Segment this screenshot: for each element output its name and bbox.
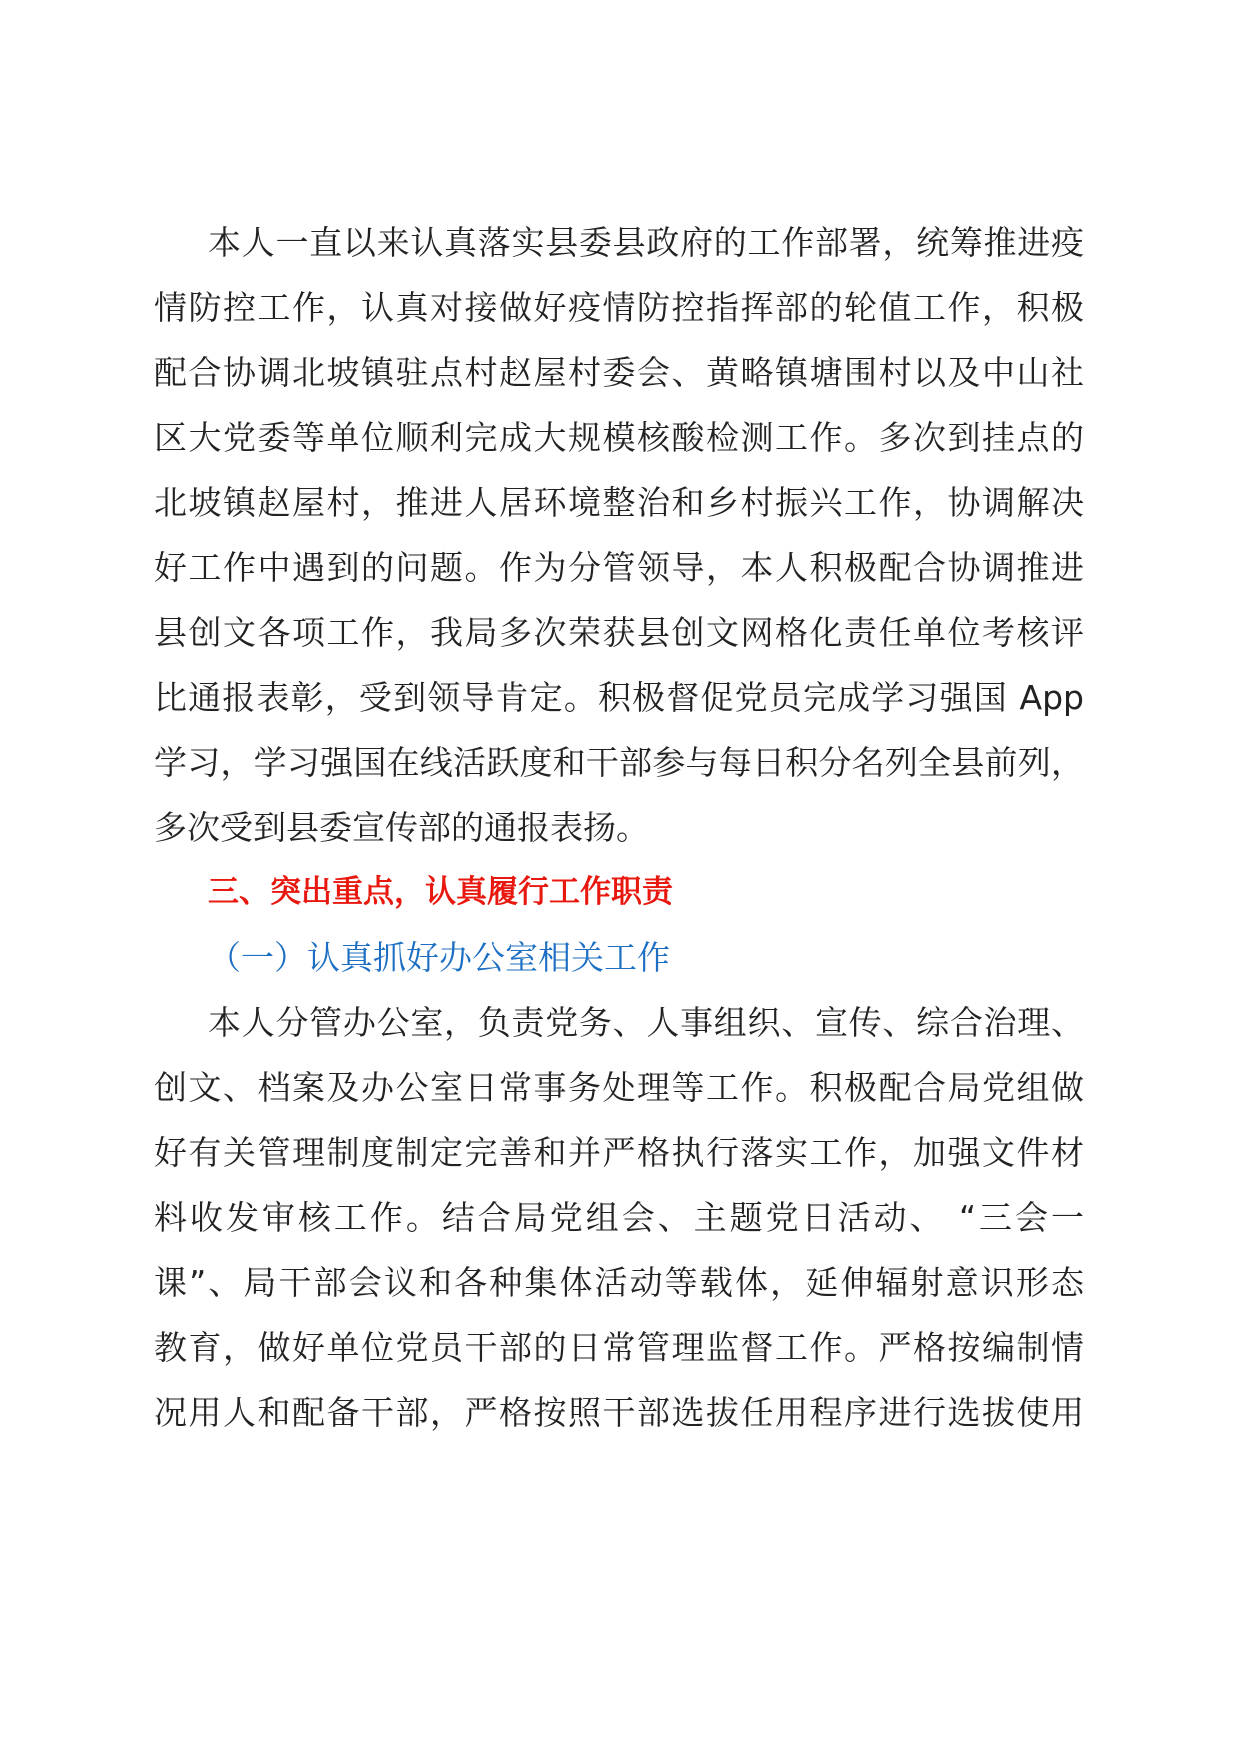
- paragraph-line: 比通报表彰，受到领导肯定。积极督促党员完成学习强国 App: [154, 678, 1084, 717]
- paragraph-line: 好工作中遇到的问题。作为分管领导，本人积极配合协调推进: [154, 548, 1084, 587]
- paragraph-line: 配合协调北坡镇驻点村赵屋村委会、黄略镇塘围村以及中山社: [154, 353, 1084, 392]
- paragraph-line: 好有关管理制度制定完善和并严格执行落实工作，加强文件材: [154, 1133, 1084, 1172]
- paragraph-line: 料收发审核工作。结合局党组会、主题党日活动、 “三会一: [154, 1198, 1084, 1237]
- paragraph-line: 教育，做好单位党员干部的日常管理监督工作。严格按编制情: [154, 1328, 1084, 1367]
- paragraph-1: [154, 210, 1084, 860]
- subsection-heading: （一）认真抓好办公室相关工作: [208, 938, 670, 977]
- paragraph-2: [154, 990, 1084, 1445]
- paragraph-line: 情防控工作，认真对接做好疫情防控指挥部的轮值工作，积极: [154, 288, 1084, 327]
- paragraph-line: 本人一直以来认真落实县委县政府的工作部署，统筹推进疫: [208, 223, 1084, 262]
- document-page: [154, 210, 1084, 1445]
- paragraph-line: 况用人和配备干部，严格按照干部选拔任用程序进行选拔使用: [154, 1393, 1084, 1432]
- paragraph-line: 本人分管办公室，负责党务、人事组织、宣传、综合治理、: [208, 1003, 1084, 1042]
- paragraph-line: 课”、局干部会议和各种集体活动等载体，延伸辐射意识形态: [154, 1263, 1084, 1302]
- paragraph-line: 县创文各项工作，我局多次荣获县创文网格化责任单位考核评: [154, 613, 1084, 652]
- paragraph-line: 区大党委等单位顺利完成大规模核酸检测工作。多次到挂点的: [154, 418, 1084, 457]
- paragraph-line: 创文、档案及办公室日常事务处理等工作。积极配合局党组做: [154, 1068, 1084, 1107]
- paragraph-line: 学习，学习强国在线活跃度和干部参与每日积分名列全县前列，: [154, 743, 1084, 782]
- paragraph-line: 多次受到县委宣传部的通报表扬。: [154, 808, 649, 847]
- section-heading: 三、突出重点，认真履行工作职责: [208, 874, 673, 910]
- paragraph-line: 北坡镇赵屋村，推进人居环境整治和乡村振兴工作，协调解决: [154, 483, 1084, 522]
